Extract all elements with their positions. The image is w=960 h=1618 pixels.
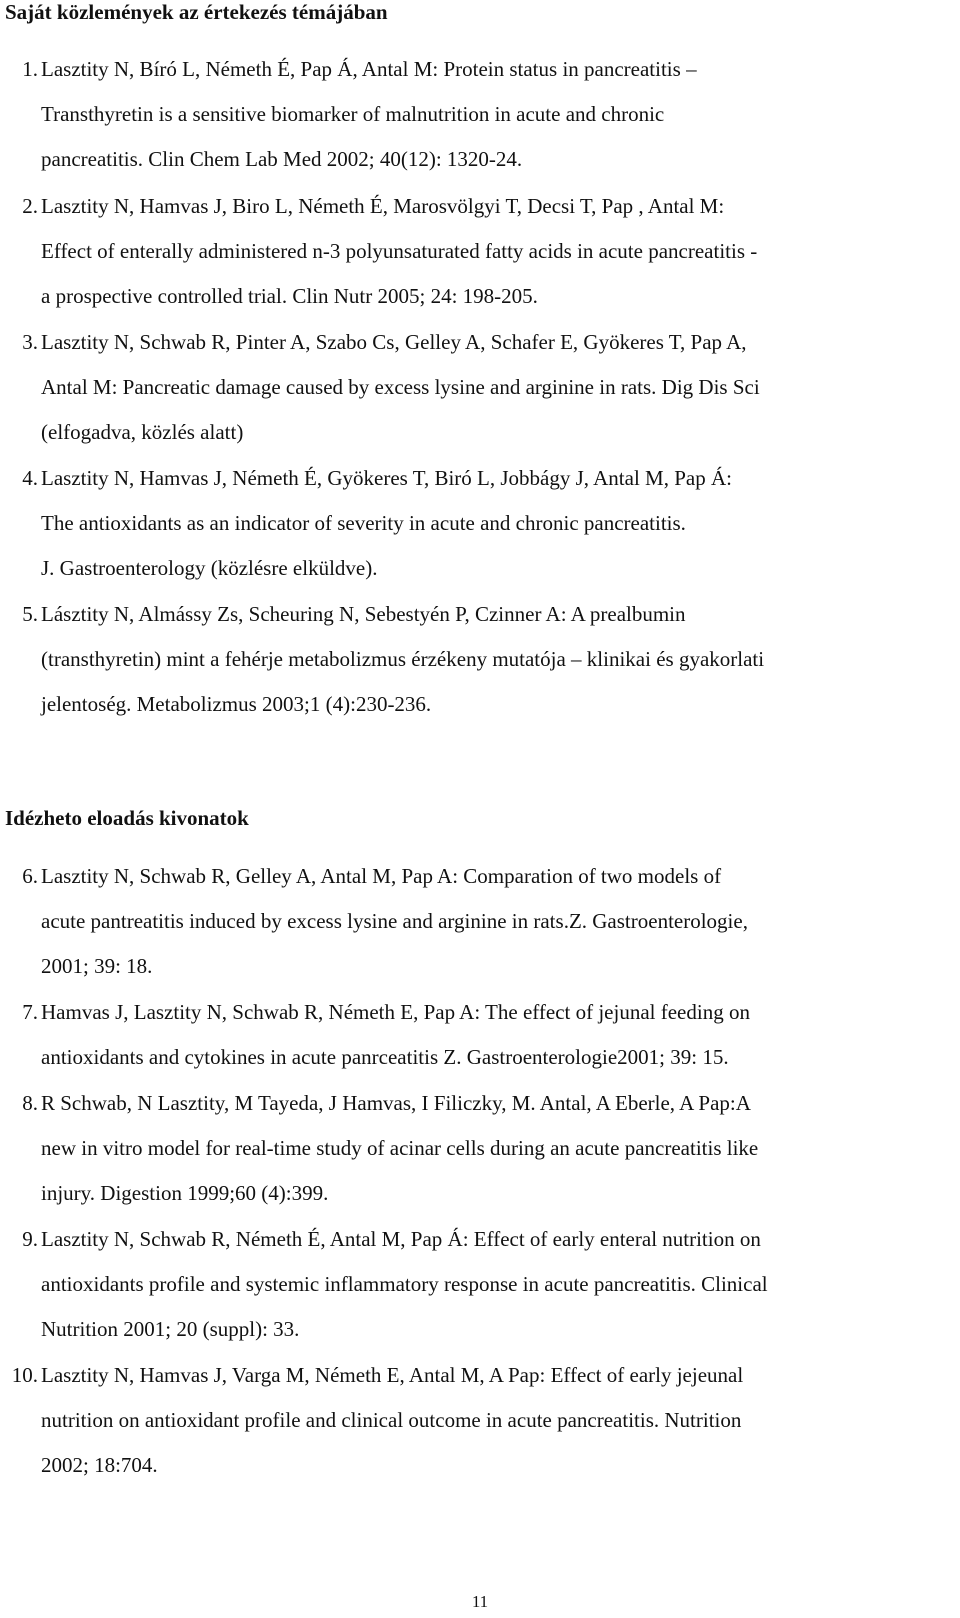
reference-number: 10. xyxy=(11,1363,38,1387)
reference-line: antioxidants profile and systemic inflammatory response in acute pancreatitis. Clinical xyxy=(41,1272,768,1296)
reference-text xyxy=(41,456,952,591)
reference-text xyxy=(41,1081,952,1216)
reference-line: Nutrition 2001; 20 (suppl): 33. xyxy=(41,1317,300,1341)
reference-line: Lasztity N, Hamvas J, Biro L, Németh É, Marosvölgyi T, Decsi T, Pap , Antal M: xyxy=(41,194,725,218)
reference-number: 1. xyxy=(22,57,38,81)
reference-text xyxy=(41,1217,952,1352)
reference-number: 7. xyxy=(22,1000,38,1024)
reference-line: J. Gastroenterology (közlésre elküldve). xyxy=(41,556,378,580)
reference-line: (elfogadva, közlés alatt) xyxy=(41,420,244,444)
reference-line: injury. Digestion 1999;60 (4):399. xyxy=(41,1181,329,1205)
reference-line: Transthyretin is a sensitive biomarker of malnutrition in acute and chronic xyxy=(41,102,665,126)
reference-number: 3. xyxy=(22,330,38,354)
reference-number: 9. xyxy=(22,1227,38,1251)
reference-text xyxy=(41,854,952,989)
reference-line: new in vitro model for real-time study of acinar cells during an acute pancreatitis like xyxy=(41,1136,759,1160)
page-number: 11 xyxy=(471,1592,489,1611)
reference-line: The antioxidants as an indicator of severity in acute and chronic pancreatitis. xyxy=(41,511,686,535)
reference-text xyxy=(41,47,952,182)
reference-number: 6. xyxy=(22,864,38,888)
reference-line: 2002; 18:704. xyxy=(41,1453,158,1477)
reference-text xyxy=(41,592,952,727)
reference-line: R Schwab, N Lasztity, M Tayeda, J Hamvas, I Filiczky, M. Antal, A Eberle, A Pap:A xyxy=(41,1091,751,1115)
reference-text xyxy=(41,1353,952,1488)
reference-line: Lásztity N, Almássy Zs, Scheuring N, Sebestyén P, Czinner A: A prealbumin xyxy=(41,602,686,626)
reference-number: 8. xyxy=(22,1091,38,1115)
reference-line: nutrition on antioxidant profile and clinical outcome in acute pancreatitis. Nutrition xyxy=(41,1408,742,1432)
section-heading-own-publications: Saját közlemények az értekezés témájában xyxy=(5,0,388,24)
reference-line: Lasztity N, Hamvas J, Németh É, Gyökeres T, Biró L, Jobbágy J, Antal M, Pap Á: xyxy=(41,466,732,490)
reference-line: Lasztity N, Bíró L, Németh É, Pap Á, Antal M: Protein status in pancreatitis – xyxy=(41,57,697,81)
reference-line: (transthyretin) mint a fehérje metabolizmus érzékeny mutatója – klinikai és gyakorlati xyxy=(41,647,765,671)
reference-line: Lasztity N, Schwab R, Gelley A, Antal M, Pap A: Comparation of two models of xyxy=(41,864,722,888)
reference-line: a prospective controlled trial. Clin Nutr 2005; 24: 198-205. xyxy=(41,284,538,308)
reference-line: acute pantreatitis induced by excess lysine and arginine in rats.Z. Gastroenterologie, xyxy=(41,909,748,933)
reference-number: 4. xyxy=(22,466,38,490)
reference-text xyxy=(41,990,952,1080)
reference-line: Effect of enterally administered n-3 polyunsaturated fatty acids in acute pancreatitis - xyxy=(41,239,758,263)
reference-line: antioxidants and cytokines in acute panrceatitis Z. Gastroenterologie2001; 39: 15. xyxy=(41,1045,729,1069)
reference-text xyxy=(41,320,952,455)
reference-line: Lasztity N, Schwab R, Pinter A, Szabo Cs, Gelley A, Schafer E, Gyökeres T, Pap A, xyxy=(41,330,747,354)
reference-line: jelentoség. Metabolizmus 2003;1 (4):230-236. xyxy=(41,692,432,716)
reference-line: 2001; 39: 18. xyxy=(41,954,153,978)
reference-line: Lasztity N, Hamvas J, Varga M, Németh E, Antal M, A Pap: Effect of early jejeunal xyxy=(41,1363,744,1387)
reference-line: Antal M: Pancreatic damage caused by excess lysine and arginine in rats. Dig Dis Sci xyxy=(41,375,760,399)
reference-line: Hamvas J, Lasztity N, Schwab R, Németh E, Pap A: The effect of jejunal feeding on xyxy=(41,1000,750,1024)
reference-line: pancreatitis. Clin Chem Lab Med 2002; 40(12): 1320-24. xyxy=(41,147,523,171)
section-heading-abstracts: Idézheto eloadás kivonatok xyxy=(5,806,249,830)
reference-text xyxy=(41,184,952,319)
reference-number: 2. xyxy=(22,194,38,218)
reference-line: Lasztity N, Schwab R, Németh É, Antal M, Pap Á: Effect of early enteral nutrition on xyxy=(41,1227,761,1251)
reference-number: 5. xyxy=(22,602,38,626)
